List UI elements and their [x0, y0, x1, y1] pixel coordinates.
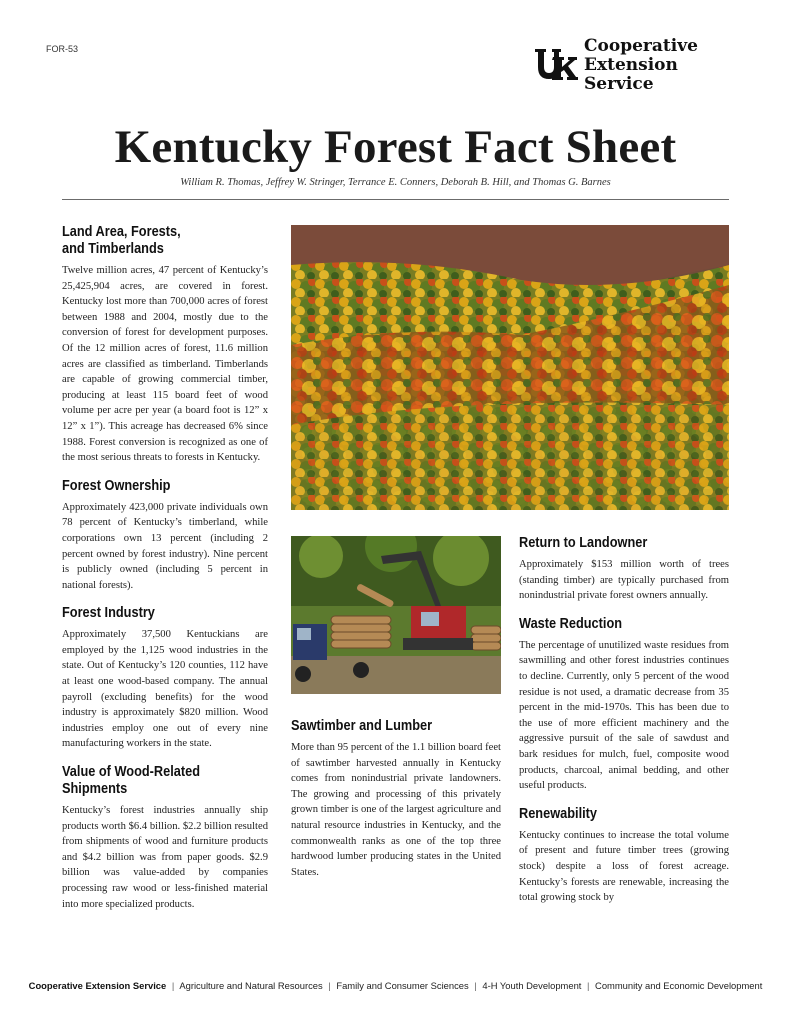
- logo-line-1: Cooperative: [584, 35, 698, 56]
- footer-brand: Cooperative Extension Service: [28, 980, 167, 991]
- forest-ownership-body: Approximately 423,000 private individuals own 78 percent of Kentucky’s timberland, while corporations own 13 percent (including 2 percent owned by forest industry). Nine percent is publicly owned (including 5 percent in national forests).: [62, 501, 268, 591]
- shipments-heading-line1: Value of Wood-Related: [62, 764, 201, 781]
- footer-item: Community and Economic Development: [595, 980, 763, 991]
- footer-item: Agriculture and Natural Resources: [179, 980, 323, 991]
- section-sawtimber: [291, 718, 501, 880]
- title-divider: [62, 199, 729, 200]
- return-body: Approximately $153 million worth of trees (standing timber) are typically purchased from nonindustrial private forest owners annually.: [519, 559, 729, 602]
- logo-line-2: Extension Service: [584, 54, 678, 94]
- section-forest-industry: [62, 605, 268, 752]
- footer-separator: |: [171, 980, 175, 991]
- footer: [0, 980, 791, 991]
- footer-item: Family and Consumer Sciences: [336, 980, 469, 991]
- renewability-body: Kentucky continues to increase the total volume of present and future timber trees (growing stock) despite a loss of forest acreage. Kentucky’s forests are renewable, increasing the total growing stock by: [519, 829, 729, 904]
- section-renewability: [519, 806, 729, 906]
- forest-industry-heading: Forest Industry: [62, 605, 155, 622]
- shipments-body: Kentucky’s forest industries annually ship products worth $6.4 billion. $2.2 billion resulted from shipments of wood and furniture products and $4.2 billion was from paper goods. $2.9 billion was value-added by companies processing raw wood or less-finished material into more specialized products.: [62, 805, 268, 910]
- footer-separator: |: [328, 980, 331, 991]
- section-waste-reduction: [519, 616, 729, 794]
- section-return-to-landowner: [519, 535, 729, 604]
- return-heading: Return to Landowner: [519, 535, 648, 551]
- uk-logo-mark: [534, 47, 578, 83]
- left-column: [62, 224, 268, 912]
- footer-separator: |: [474, 980, 477, 991]
- waste-heading: Waste Reduction: [519, 615, 623, 632]
- page-title: Kentucky Forest Fact Sheet: [114, 121, 677, 173]
- forest-ownership-heading: Forest Ownership: [62, 477, 171, 494]
- authors: William R. Thomas, Jeffrey W. Stringer, Terrance E. Conners, Deborah B. Hill, and Thomas G. Barnes: [180, 177, 611, 188]
- autumn-forest-photo: [291, 225, 729, 510]
- forest-industry-body: Approximately 37,500 Kentuckians are employed by the 1,125 wood industries in the state. Out of Kentucky’s 120 counties, 112 have at least one wood-based company. The annual payroll (excluding benefits) for the wood industry is approximately $820 million. Wood industries employ one out of every nine manufacturing workers in the state.: [62, 629, 268, 750]
- footer-item: 4-H Youth Development: [482, 980, 582, 991]
- middle-column: [291, 718, 501, 880]
- sawtimber-body: More than 95 percent of the 1.1 billion board feet of sawtimber harvested annually in Kentucky comes from nonindustrial private landowners. The growing and processing of this privately grown timber is one of the largest agriculture and natural resource industries in Kentucky, and the commonwealth ranks as one of the top three hardwood lumber producing states in the United States.: [291, 742, 501, 878]
- land-area-body: Twelve million acres, 47 percent of Kentucky’s 25,425,904 acres, are covered in forest. Kentucky lost more than 700,000 acres of forest between 1988 and 2004, mostly due to the conversion of forest for development purposes. Of the 12 million acres of forest, 11.6 million acres are classified as timberland. Timberlands are capable of growing commercial timber, producing at least 115 board feet of wood volume per acre per year (a board foot is 12” x 12” x 1”). This acreage has decreased 6% since 1988. Forest conversion is recognized as one of the most serious threats to forests in Kentucky.: [62, 265, 268, 464]
- land-area-heading-line1: Land Area, Forests,: [62, 224, 181, 240]
- renewability-heading: Renewability: [519, 805, 598, 822]
- section-shipments: [62, 764, 268, 912]
- waste-body: The percentage of unutilized waste residues from sawmilling and other forest industries continues to decline. Currently, only 5 percent of the wood residue is not used, a dramatic decrease from 35 percent in the mid-1970s. This has been due to the use of more efficient machinery and the aggressive pursuit of the sale of sawdust and bark residues for mulch, fuel, composite wood products, charcoal, animal bedding, and other useful products.: [519, 639, 729, 792]
- footer-separator: |: [587, 980, 590, 991]
- shipments-heading-line2: Shipments: [62, 781, 128, 798]
- right-column: [519, 535, 729, 906]
- logging-truck-photo: [291, 536, 501, 694]
- land-area-heading-line2: and Timberlands: [62, 241, 164, 257]
- uk-extension-logo: [534, 35, 749, 94]
- section-forest-ownership: [62, 478, 268, 594]
- sawtimber-heading: Sawtimber and Lumber: [291, 718, 433, 734]
- section-land-area: [62, 224, 268, 466]
- document-code: FOR-53: [46, 44, 79, 54]
- extension-service-wordmark: [584, 37, 749, 94]
